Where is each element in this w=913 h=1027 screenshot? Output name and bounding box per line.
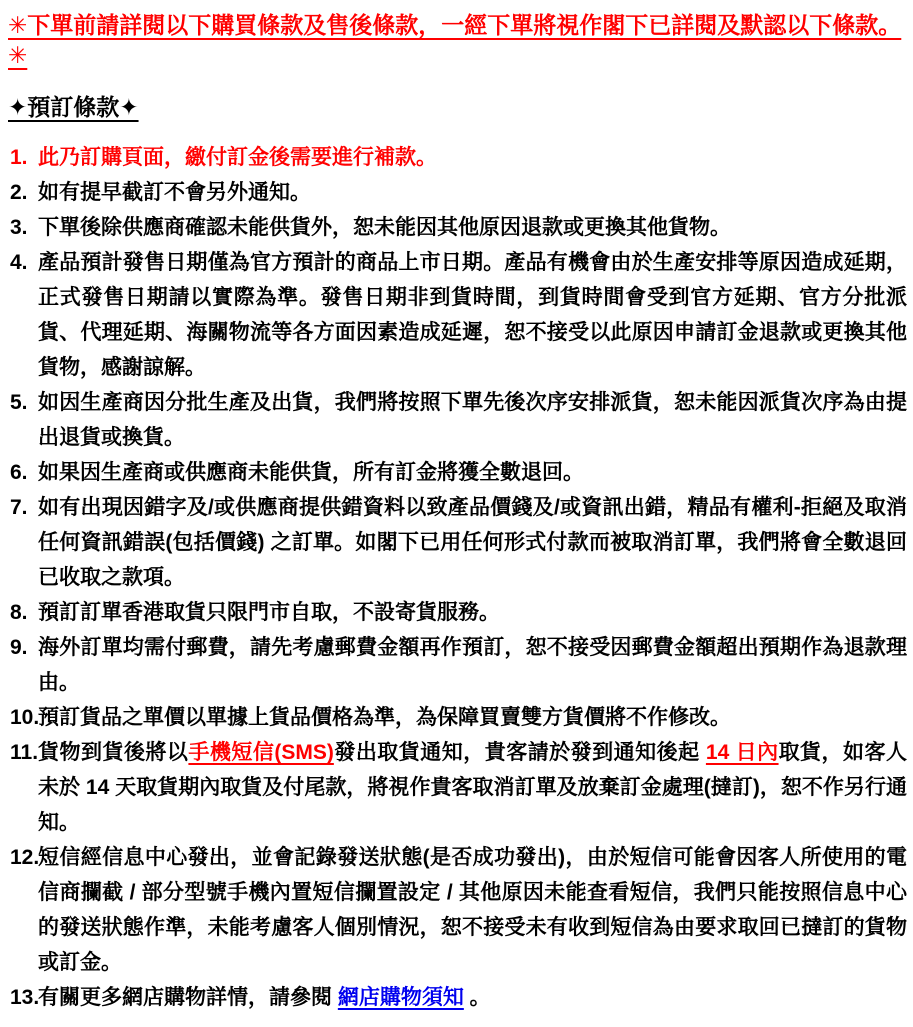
term-number: 12.: [10, 846, 40, 869]
term-segment: 下單後除供應商確認未能供貨外，恕未能因其他原因退款或更換其他貨物。: [38, 216, 731, 239]
term-number: 9.: [10, 636, 28, 659]
term-text: [38, 181, 311, 204]
term-item-7: [8, 490, 907, 595]
term-segment: 如有出現因錯字及/或供應商提供錯資料以致產品價錢及/或資訊出錯，精品有權利-拒絕及取消任何資訊錯誤(包括價錢) 之訂單。如閣下已用任何形式付款而被取消訂單，我們將會全數退回已收取之款項。: [38, 496, 907, 589]
section-title-preorder-terms: ✦預訂條款✦: [8, 94, 139, 120]
term-segment: 取貨，如客人未於 14 天取貨期內取貨及付尾款，將視作貴客取消訂單及放棄訂金處理(撻訂)，恕不作另行通知。: [38, 741, 907, 834]
term-segment: 如有提早截訂不會另外通知。: [38, 181, 311, 204]
term-segment: 如因生產商因分批生產及出貨，我們將按照下單先後次序安排派貨，恕未能因派貨次序為由提出退貨或換貨。: [38, 391, 907, 449]
term-segment: 短信經信息中心發出，並會記錄發送狀態(是否成功發出)，由於短信可能會因客人所使用的電信商攔截 / 部分型號手機內置短信攔置設定 / 其他原因未能查看短信，我們只能按照信息中心的發送狀態作準，未能考慮客人個別情況，恕不接受未有收到短信為由要求取回已撻訂的貨物或訂金。: [38, 846, 907, 974]
terms-list: [8, 140, 907, 1015]
term-item-10: [8, 700, 907, 735]
term-number: 3.: [10, 216, 28, 239]
term-text: [38, 601, 500, 624]
term-text: [38, 636, 907, 694]
term-text: [38, 846, 907, 974]
term-item-2: [8, 175, 907, 210]
store-shopping-guide-link[interactable]: 網店購物須知: [337, 986, 464, 1009]
term-segment: 有關更多網店購物詳情，請參閱: [38, 986, 338, 1009]
term-number: 1.: [10, 146, 28, 169]
term-number: 7.: [10, 496, 28, 519]
term-number: 5.: [10, 391, 28, 414]
term-text: [38, 391, 907, 449]
term-segment: 預訂貨品之單價以單據上貨品價格為準，為保障買賣雙方貨價將不作修改。: [38, 706, 731, 729]
term-number: 4.: [10, 251, 28, 274]
term-number: 8.: [10, 601, 28, 624]
term-segment: 發出取貨通知，貴客請於發到通知後起: [333, 741, 706, 764]
term-segment: 。: [463, 986, 491, 1009]
term-item-13: [8, 980, 907, 1015]
term-text: [38, 251, 907, 379]
term-item-12: [8, 840, 907, 980]
term-item-8: [8, 595, 907, 630]
term-segment: 此乃訂購頁面，繳付訂金後需要進行補款。: [38, 146, 437, 169]
term-segment: 海外訂單均需付郵費，請先考慮郵費金額再作預訂，恕不接受因郵費金額超出預期作為退款理由。: [38, 636, 907, 694]
term-segment: 手機短信(SMS): [188, 741, 334, 764]
term-segment: 預訂訂單香港取貨只限門市自取，不設寄貨服務。: [38, 601, 500, 624]
term-number: 6.: [10, 461, 28, 484]
purchase-notice-banner: ✳下單前請詳閱以下購買條款及售後條款，一經下單將視作閣下已詳閱及默認以下條款。✳: [8, 12, 902, 68]
term-item-1: [8, 140, 907, 175]
term-segment: 產品預計發售日期僅為官方預計的商品上市日期。產品有機會由於生產安排等原因造成延期，正式發售日期請以實際為準。發售日期非到貨時間，到貨時間會受到官方延期、官方分批派貨、代理延期、海關物流等各方面因素造成延遲，恕不接受以此原因申請訂金退款或更換其他貨物，感謝諒解。: [38, 251, 907, 379]
term-item-11: [8, 735, 907, 840]
term-text: [38, 216, 731, 239]
term-number: 13.: [10, 986, 40, 1009]
term-item-9: [8, 630, 907, 700]
term-item-3: [8, 210, 907, 245]
term-item-5: [8, 385, 907, 455]
term-number: 11.: [10, 741, 39, 764]
term-segment: 如果因生產商或供應商未能供貨，所有訂金將獲全數退回。: [38, 461, 584, 484]
term-text: [38, 496, 907, 589]
term-item-6: [8, 455, 907, 490]
term-text: [38, 741, 907, 834]
term-text: [38, 706, 731, 729]
term-segment: 貨物到貨後將以: [38, 741, 189, 764]
term-text: [38, 461, 584, 484]
term-text: [38, 146, 437, 169]
term-number: 10.: [10, 706, 40, 729]
term-item-4: [8, 245, 907, 385]
term-segment: 14 日內: [705, 741, 779, 764]
term-text: [38, 986, 491, 1009]
term-number: 2.: [10, 181, 28, 204]
